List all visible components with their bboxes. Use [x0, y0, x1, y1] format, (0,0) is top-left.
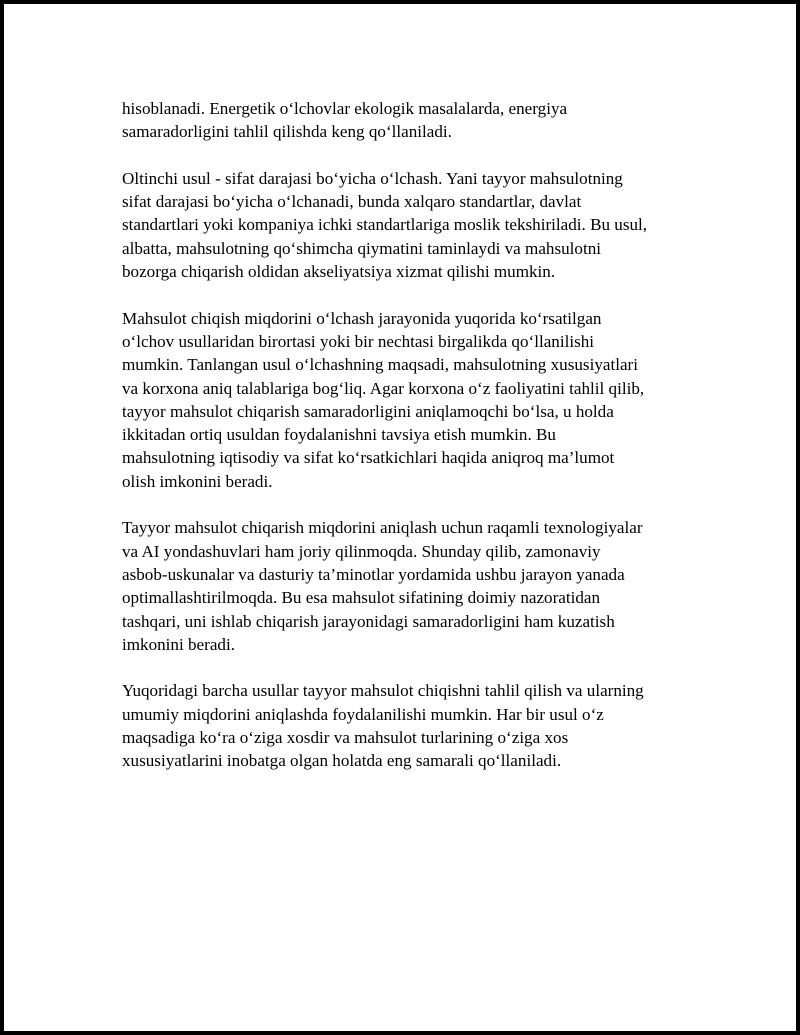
- text-line: standartlari yoki kompaniya ichki standartlariga moslik tekshiriladi. Bu usul,: [122, 215, 648, 235]
- text-line: mahsulotning iqtisodiy va sifat ko‘rsatkichlari haqida aniqroq ma’lumot: [122, 448, 615, 468]
- text-line: maqsadiga ko‘ra o‘ziga xosdir va mahsulot turlarining o‘ziga xos: [122, 728, 569, 748]
- text-line: ikkitadan ortiq usuldan foydalanishni tavsiya etish mumkin. Bu: [122, 425, 556, 445]
- text-line: sifat darajasi bo‘yicha o‘lchanadi, bunda xalqaro standartlar, davlat: [122, 192, 582, 212]
- text-line: samaradorligini tahlil qilishda keng qo‘llaniladi.: [122, 122, 452, 142]
- document-body: [122, 97, 692, 796]
- paragraph-digital-technologies: [122, 516, 692, 656]
- text-line: o‘lchov usullaridan birortasi yoki bir nechtasi birgalikda qo‘llanilishi: [122, 331, 595, 351]
- text-line: tashqari, uni ishlab chiqarish jarayonidagi samaradorligini ham kuzatish: [122, 611, 615, 631]
- text-line: mumkin. Tanlangan usul o‘lchashning maqsadi, mahsulotning xususiyatlari: [122, 355, 638, 375]
- text-line: albatta, mahsulotning qo‘shimcha qiymatini taminlaydi va mahsulotni: [122, 238, 602, 258]
- text-line: optimallashtirilmoqda. Bu esa mahsulot sifatining doimiy nazoratidan: [122, 588, 601, 608]
- text-line: Oltinchi usul - sifat darajasi bo‘yicha o‘lchash. Yani tayyor mahsulotning: [122, 168, 623, 188]
- paragraph-conclusion: [122, 679, 692, 772]
- text-line: asbob-uskunalar va dasturiy ta’minotlar yordamida ushbu jarayon yanada: [122, 564, 625, 584]
- paragraph-energy-measurement: [122, 97, 692, 144]
- text-line: hisoblanadi. Energetik o‘lchovlar ekologik masalalarda, energiya: [122, 99, 568, 118]
- text-line: Mahsulot chiqish miqdorini o‘lchash jarayonida yuqorida ko‘rsatilgan: [122, 308, 602, 328]
- text-line: olish imkonini beradi.: [122, 471, 273, 491]
- text-line: tayyor mahsulot chiqarish samaradorligini aniqlamoqchi bo‘lsa, u holda: [122, 401, 614, 421]
- text-line: Tayyor mahsulot chiqarish miqdorini aniqlash uchun raqamli texnologiyalar: [122, 518, 643, 538]
- text-line: va AI yondashuvlari ham joriy qilinmoqda. Shunday qilib, zamonaviy: [122, 541, 601, 561]
- text-line: va korxona aniq talablariga bog‘liq. Agar korxona o‘z faoliyatini tahlil qilib,: [122, 378, 645, 398]
- paragraph-quality-measurement: [122, 167, 692, 283]
- text-line: imkonini beradi.: [122, 634, 235, 654]
- paragraph-method-selection: [122, 307, 692, 493]
- text-line: umumiy miqdorini aniqlashda foydalanilishi mumkin. Har bir usul o‘z: [122, 704, 604, 724]
- text-line: bozorga chiqarish oldidan akseliyatsiya xizmat qilishi mumkin.: [122, 262, 556, 282]
- text-line: xususiyatlarini inobatga olgan holatda eng samarali qo‘llaniladi.: [122, 751, 562, 771]
- text-line: Yuqoridagi barcha usullar tayyor mahsulot chiqishni tahlil qilish va ularning: [122, 681, 644, 701]
